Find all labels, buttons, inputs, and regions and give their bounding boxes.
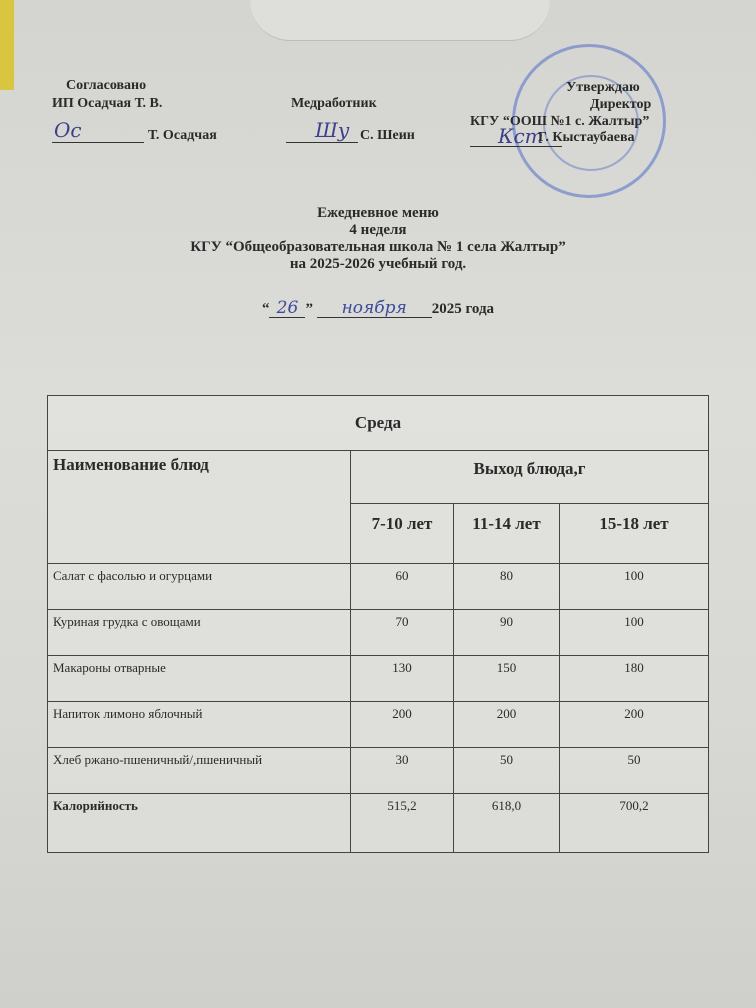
- age-header: 7-10 лет: [351, 504, 454, 564]
- sleeve-cutout: [250, 0, 550, 41]
- yield-value: 150: [454, 656, 560, 702]
- folder-edge: [0, 0, 14, 90]
- dish-name: Хлеб ржано-пшеничный/,пшеничный: [48, 748, 351, 794]
- osadchaya-name: Т. Осадчая: [148, 128, 217, 143]
- calories-value: 700,2: [560, 794, 709, 853]
- date-year: 2025 года: [431, 301, 495, 317]
- yield-value: 30: [351, 748, 454, 794]
- table-row: [48, 656, 709, 702]
- table-row: [48, 702, 709, 748]
- yield-value: 80: [454, 564, 560, 610]
- signature-line: [286, 142, 358, 143]
- table-row: [48, 748, 709, 794]
- table-row: [48, 610, 709, 656]
- calories-value: 618,0: [454, 794, 560, 853]
- dish-name: Макароны отварные: [48, 656, 351, 702]
- yield-value: 50: [560, 748, 709, 794]
- date-day: 26: [269, 300, 305, 318]
- dish-name: Салат с фасолью и огурцами: [48, 564, 351, 610]
- date-month: ноября: [317, 300, 432, 318]
- approve-label: Утверждаю: [566, 80, 640, 95]
- director-label: Директор: [590, 97, 652, 112]
- menu-title: Ежедневное меню: [317, 205, 439, 221]
- academic-year: на 2025-2026 учебный год.: [289, 256, 467, 272]
- signature-director: Кст: [498, 124, 544, 148]
- dish-name: Куриная грудка с овощами: [48, 610, 351, 656]
- yield-value: 90: [454, 610, 560, 656]
- signature-osadchaya: Ос: [54, 118, 82, 142]
- yield-value: 200: [560, 702, 709, 748]
- dish-name: Напиток лимоно яблочный: [48, 702, 351, 748]
- calories-label: Калорийность: [48, 794, 351, 853]
- yield-value: 70: [351, 610, 454, 656]
- school-name: КГУ “Общеобразовательная школа № 1 села Жалтыр”: [190, 239, 566, 255]
- age-header: 15-18 лет: [560, 504, 709, 564]
- medic-label: Медработник: [291, 96, 377, 111]
- agreed-by: ИП Осадчая Т. В.: [52, 96, 163, 111]
- signature-line: [470, 146, 562, 147]
- director-name: Г. Кыстаубаева: [538, 130, 635, 145]
- yield-value: 200: [351, 702, 454, 748]
- week-label: 4 неделя: [349, 222, 407, 238]
- table-row: [48, 564, 709, 610]
- calories-value: 515,2: [351, 794, 454, 853]
- date-line: “ 26 ” ноября 2025 года: [261, 298, 495, 318]
- yield-value: 100: [560, 610, 709, 656]
- age-header: 11-14 лет: [454, 504, 560, 564]
- yield-value: 50: [454, 748, 560, 794]
- yield-value: 100: [560, 564, 709, 610]
- dish-name-header: Наименование блюд: [48, 451, 351, 564]
- yield-value: 130: [351, 656, 454, 702]
- agreed-label: Согласовано: [66, 78, 147, 93]
- yield-value: 200: [454, 702, 560, 748]
- signature-shein: Шу: [315, 118, 350, 142]
- shein-name: С. Шеин: [360, 128, 415, 143]
- signature-line: [52, 142, 144, 143]
- yield-header: Выход блюда,г: [351, 451, 709, 504]
- yield-value: 60: [351, 564, 454, 610]
- menu-table: [47, 395, 709, 853]
- yield-value: 180: [560, 656, 709, 702]
- school-short-name: КГУ “ООШ №1 с. Жалтыр”: [470, 114, 650, 129]
- day-header: Среда: [48, 396, 709, 451]
- calories-row: [48, 794, 709, 853]
